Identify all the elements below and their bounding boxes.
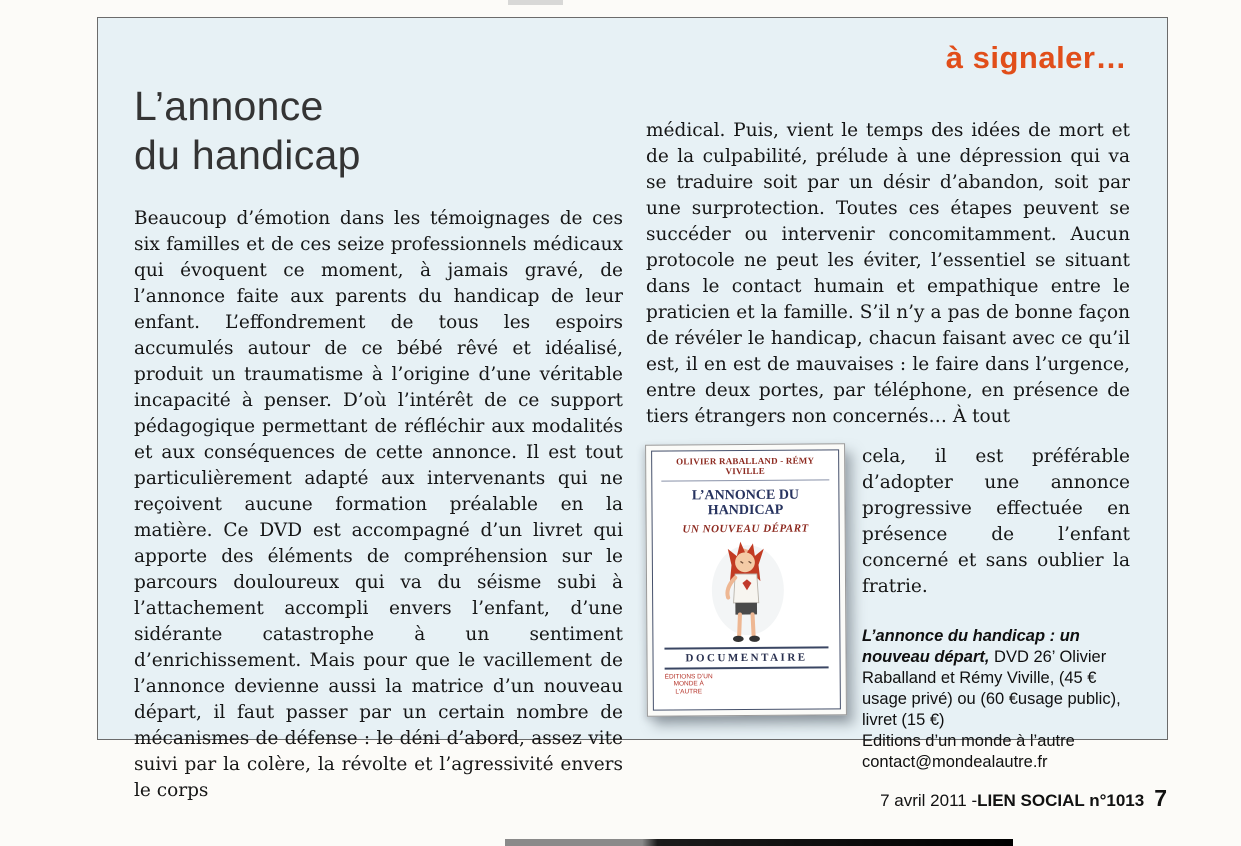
dvd-cover-genre: DOCUMENTAIRE — [665, 646, 829, 669]
media-right-column — [862, 444, 1130, 773]
caption-publisher: Editions d’un monde à l’autre — [862, 732, 1075, 750]
footer-date: 7 avril 2011 - — [880, 791, 978, 810]
dvd-cover-title: L’ANNONCE DU HANDICAP — [691, 487, 800, 519]
dvd-cover-authors: OLIVIER RABALLAND - RÉMY VIVILLE — [661, 455, 829, 481]
dvd-cover-publisher-logo: ÉDITIONS D’UN MONDE À L’AUTRE — [664, 673, 713, 696]
footer-magazine: LIEN SOCIAL n°1013 — [977, 791, 1145, 810]
article-paragraph-right: médical. Puis, vient le temps des idées de mort et de la culpabilité, prélude à une dépression qui va se traduire soit par un désir d’abandon, soit par une surprotection. Toutes ces étapes peuvent se succéder ou intervenir concomitamment. Aucun protocole ne peut les éviter, l’essentiel se situant dans le contact humain et empathique entre le praticien et la famille. S’il n’y a pas de bonne façon de révéler le handicap, chacun faisant avec ce qu’il est, il en est de mauvaises : le faire dans l’urgence, entre deux portes, par téléphone, en présence de tiers étrangers non concernés… À tout — [646, 120, 1130, 427]
dvd-cover-illustration — [694, 537, 799, 646]
title-line-1: L’annonce — [134, 83, 324, 129]
caption-title: L’annonce du handicap : un nouveau départ, — [862, 627, 1080, 666]
footer-page-number: 7 — [1154, 785, 1167, 811]
dvd-cover-subtitle: UN NOUVEAU DÉPART — [682, 522, 809, 536]
section-label: à signaler… — [945, 40, 1127, 75]
title-line-2: du handicap — [134, 132, 361, 178]
caption-contact: contact@mondealautre.fr — [862, 753, 1048, 771]
media-row — [646, 444, 1130, 773]
right-column — [646, 118, 1130, 773]
article-paragraph-left: Beaucoup d’émotion dans les témoignages de ces six familles et de ces seize professionnels médicaux qui évoquent ce moment, à jamais gravé, de l’annonce faite aux parents du handicap de leur enfant. L’effondrement de tous les espoirs accumulés autour de ce bébé rêvé et idéalisé, produit un traumatisme à l’origine d’une véritable incapacité à penser. D’où l’intérêt de ce support pédagogique permettant de réfléchir aux modalités et aux conséquences de cette annonce. Il est tout particulièrement adapté aux intervenants qui ne reçoivent aucune formation préalable en la matière. Ce DVD est accompagné d’un livret qui apporte des éléments de compréhension sur le parcours douloureux qui va du séisme subi à l’attachement accompli envers l’enfant, d’une sidérante catastrophe à un sentiment d’enrichissement. Mais pour que le vacillement de l’annonce devienne aussi la matrice d’un nouveau départ, il faut passer par un certain nombre de mécanismes de défense : le déni d’abord, assez vite suivi par la colère, la révolte et l’agressivité envers le corps — [134, 208, 623, 801]
dvd-cover-frame — [651, 449, 841, 710]
scan-artifact-top — [508, 0, 563, 5]
article-paragraph-wrap: cela, il est préférable d’adopter une annonce progressive effectuée en présence de l’enfant concerné et sans oublier la fratrie. — [862, 446, 1130, 597]
caption-paragraph — [862, 626, 1130, 731]
left-column — [134, 82, 623, 804]
dvd-cover — [645, 443, 847, 716]
page-footer — [880, 785, 1167, 812]
dvd-caption — [862, 626, 1130, 773]
caption-details: DVD 26’ Olivier Raballand et Rémy Viville, (45 € usage privé) ou (60 €usage public), livret (15 €) — [862, 648, 1121, 729]
article-title — [134, 82, 623, 180]
scan-artifact-bottom — [505, 839, 1013, 846]
